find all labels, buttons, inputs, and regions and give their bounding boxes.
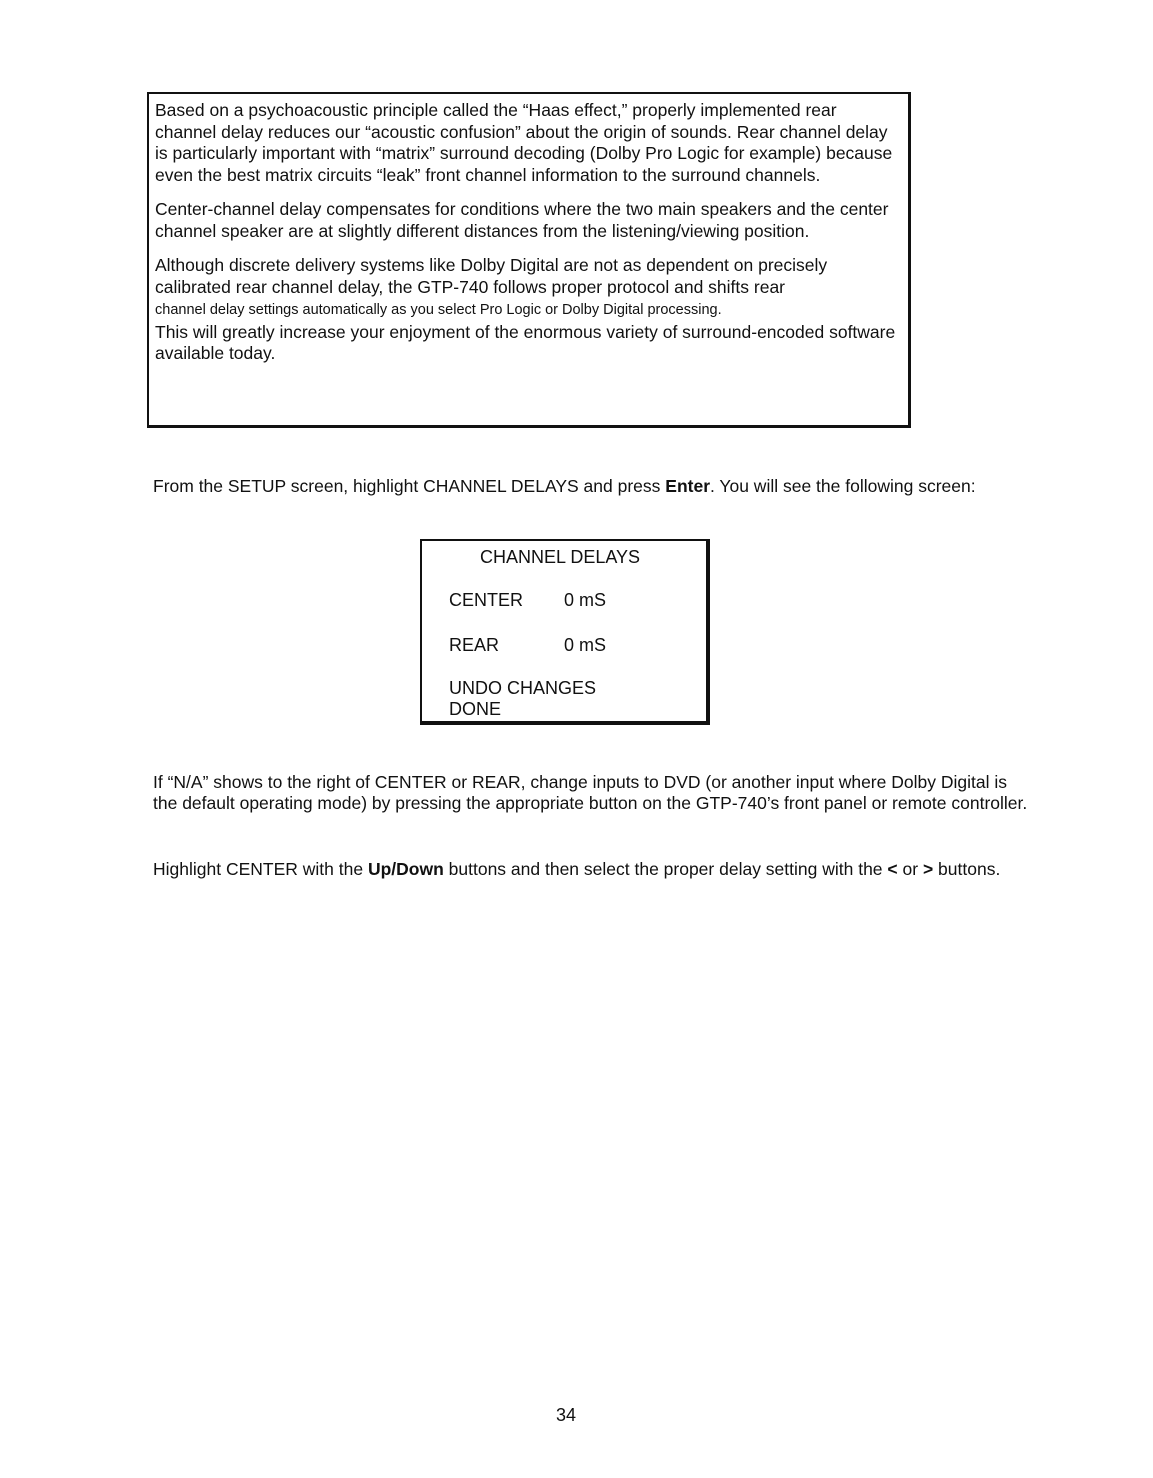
screen-rear-value: 0 mS	[564, 635, 607, 655]
right-arrow-label: >	[922, 859, 934, 879]
screen-center-value: 0 mS	[564, 590, 607, 610]
screen-center-label: CENTER	[449, 590, 524, 610]
enter-key-label: Enter	[665, 476, 710, 496]
highlight-instruction	[153, 859, 1023, 880]
page-number: 34	[556, 1405, 577, 1425]
highlight-text-or: or	[897, 859, 923, 879]
sidebar-paragraph-center-delay: Center-channel delay compensates for conditions where the two main speakers and the center channel speaker are at slightly different distances from the listening/viewing position.	[155, 199, 889, 241]
sidebar-discrete-line-c: This will greatly increase your enjoyment of the enormous variety of surround-encoded software available today.	[155, 321, 896, 363]
screen-undo-changes: UNDO CHANGES	[449, 678, 597, 698]
setup-instruction-intro: From the SETUP screen, highlight CHANNEL DELAYS and press	[153, 476, 666, 496]
highlight-text-c: buttons.	[933, 859, 1001, 879]
na-note: If “N/A” shows to the right of CENTER or REAR, change inputs to DVD (or another input where Dolby Digital is the default operating mode) by pressing the appropriate button on the GTP-740’s front panel or remote controller.	[153, 772, 1028, 813]
channel-delays-screen	[420, 539, 710, 725]
screen-rear-label: REAR	[449, 635, 500, 655]
setup-instruction	[153, 476, 1033, 497]
screen-title: CHANNEL DELAYS	[480, 547, 641, 567]
highlight-text-b: buttons and then select the proper delay setting with the	[443, 859, 888, 879]
sidebar-discrete-line-b: channel delay settings automatically as you select Pro Logic or Dolby Digital processing.	[155, 302, 722, 318]
sidebar-paragraph-discrete	[155, 255, 902, 365]
setup-instruction-end: . You will see the following screen:	[710, 476, 976, 496]
highlight-text-a: Highlight CENTER with the	[153, 859, 368, 879]
sidebar-discrete-line-a: Although discrete delivery systems like Dolby Digital are not as dependent on precisely calibrated rear channel delay, the GTP-740 follows proper protocol and shifts rear	[155, 255, 828, 297]
haas-effect-sidebar	[147, 92, 911, 428]
left-arrow-label: <	[887, 859, 898, 879]
sidebar-paragraph-haas: Based on a psychoacoustic principle called the “Haas effect,” properly implemented rear channel delay reduces our “acoustic confusion” about the origin of sounds. Rear channel delay is particularly important with “matrix” surround decoding (Dolby Pro Logic for example) because even the best matrix circuits “leak” front channel information to the surround channels.	[155, 100, 893, 185]
screen-done: DONE	[449, 699, 502, 719]
up-down-label: Up/Down	[367, 859, 444, 879]
